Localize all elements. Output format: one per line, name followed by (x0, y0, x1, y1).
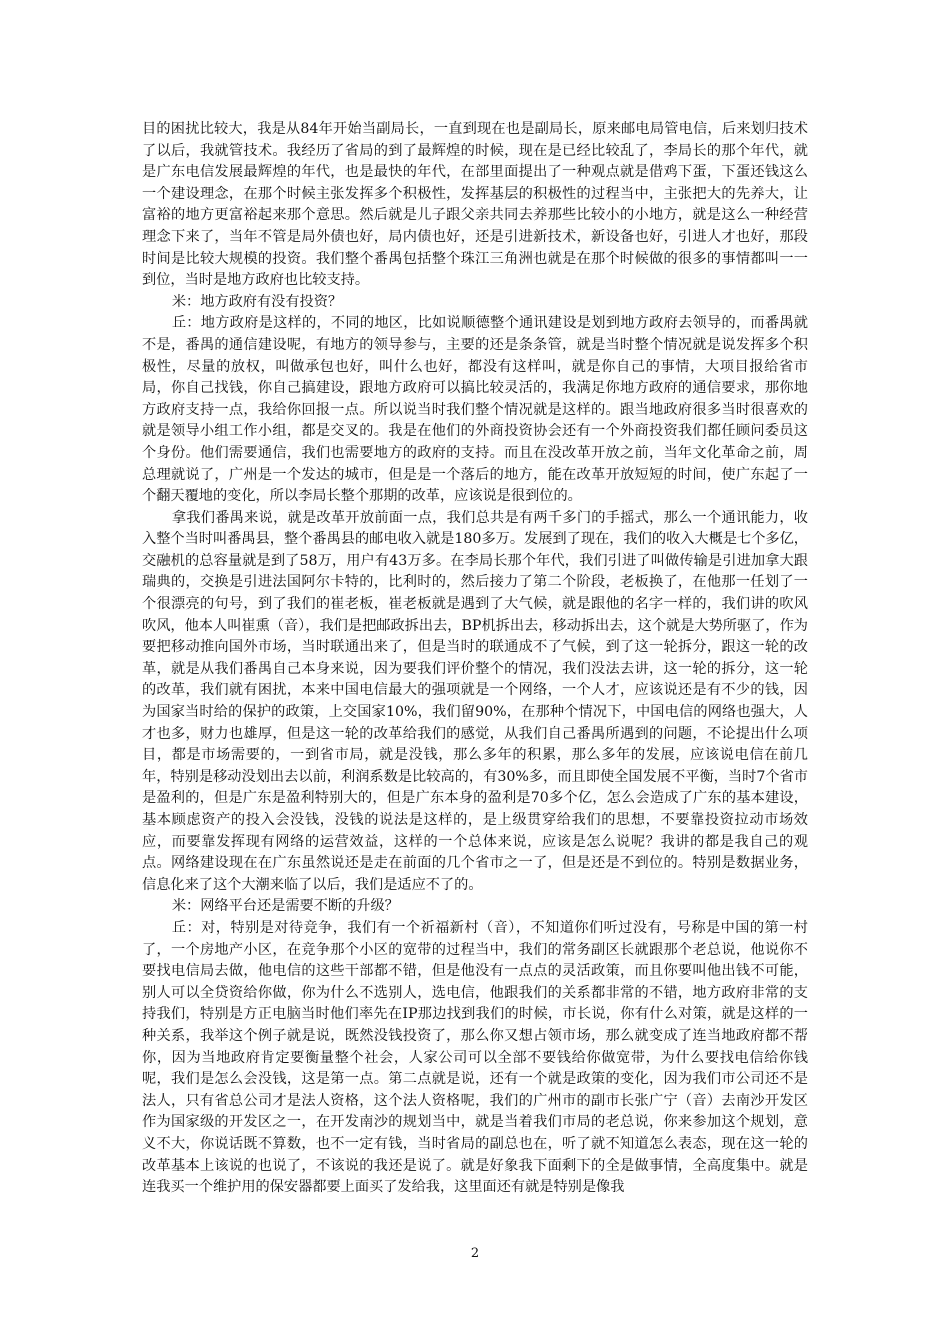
document-body (142, 119, 808, 1199)
page-number: 2 (470, 1246, 480, 1261)
paragraph-1: 目的困扰比较大，我是从84年开始当副局长，一直到现在也是副局长，原来邮电局管电信，后来划归技术了以后，我就管技术。我经历了省局的到了最辉煌的时候，现在是已经比较乱了，李局长的那个年代，就是广东电信发展最辉煌的年代，也是最快的年代，在部里面提出了一种观点就是借鸡下蛋，下蛋还钱这么一个建设理念，在那个时候主张发挥多个积极性，发挥基层的积极性的过程当中，主张把大的先养大，让富裕的地方更富裕起来那个意思。然后就是儿子跟父亲共同去养那些比较小的小地方，就是这么一种经营理念下来了，当年不管是局外债也好，局内债也好，还是引进新技术，新设备也好，引进人才也好，那段时间是比较大规模的投资。我们整个番禺包括整个珠江三角洲也就是在那个时候做的很多的事情都叫一一到位，当时是地方政府也比较支持。 (142, 121, 808, 289)
paragraph-6: 丘：对，特别是对待竞争，我们有一个祈福新村（音），不知道你们听过没有，号称是中国的第一村了，一个房地产小区，在竞争那个小区的宽带的过程当中，我们的常务副区长就跟那个老总说，他说你不要找电信局去做，他电信的这些干部都不错，但是他没有一点点的灵活政策，而且你要叫他出钱不可能，别人可以全贷资给你做，你为什么不选别人，选电信，他跟我们的关系都非常的不错，地方政府非常的支持我们，特别是方正电脑当时他们率先在IP那边找到我们的时候，市长说，你有什么对策，就是这样的一种关系，我举这个例子就是说，既然没钱投资了，那么你又想占领市场，那么就变成了连当地政府都不帮你，因为当地政府肯定要衡量整个社会，人家公司可以全部不要钱给你做宽带，为什么要找电信给你钱呢，我们是怎么会没钱，这是第一点。第二点就是说，还有一个就是政策的变化，因为我们市公司还不是法人，只有省总公司才是法人资格，这个法人资格呢，我们的广州市的副市长张广宁（音）去南沙开发区作为国家级的开发区之一，在开发南沙的规划当中，就是当着我们市局的老总说，你来参加这个规划，意义不大，你说话既不算数，也不一定有钱，当时省局的副总也在，听了就不知道怎么表态，现在这一轮的改革基本上该说的也说了，不该说的我还是说了。就是好象我下面剩下的全是做事情，全高度集中。就是连我买一个维护用的保安器都要上面买了发给我，这里面还有就是特别是像我 (142, 919, 808, 1196)
paragraph-2: 米：地方政府有没有投资？ (171, 293, 343, 310)
paragraph-4: 拿我们番禺来说，就是改革开放前面一点，我们总共是有两千多门的手摇式，那么一个通讯能力，收入整个当时叫番禺县，整个番禺县的邮电收入就是180多万。发展到了现在，我们的收入大概是七个多亿，交融机的总容量就是到了58万，用户有43万多。在李局长那个年代，我们引进了叫做传输是引进加拿大跟瑞典的，交换是引进法国阿尔卡特的，比利时的，然后接力了第二个阶段，老板换了，在他那一任划了一个很漂亮的句号，到了我们的崔老板，崔老板就是遇到了大气候，就是跟他的名字一样的，我们讲的吹风吹风，他本人叫崔熏（音），我们是把邮政拆出去，BP机拆出去，移动拆出去，这个就是大势所驱了，作为要把移动推向国外市场，当时联通出来了，但是当时的联通成不了气候，到了这一轮拆分，跟这一轮的改革，就是从我们番禺自己本身来说，因为要我们评价整个的情况，我们没法去讲，这一轮的拆分，这一轮的改革，我们就有困扰，本来中国电信最大的强项就是一个网络，一个人才，应该说还是有不少的钱，因为国家当时给的保护的政策，上交国家10%，我们留90%，在那种个情况下，中国电信的网络也强大，人才也多，财力也雄厚，但是这一轮的改革给我们的感觉，从我们自己番禺所遇到的问题，不论提出什么项目，都是市场需要的，一到省市局，就是没钱，那么多年的积累，那么多年的发展，应该说电信在前几年，特别是移动没划出去以前，利润系数是比较高的，有30%多，而且即使全国发展不平衡，当时7个省市是盈利的，但是广东是盈利特别大的，但是广东本身的盈利是70多个亿，怎么会造成了广东的基本建设，基本顾虑资产的投入会没钱，没钱的说法是这样的，是上级贯穿给我们的思想，不要靠投资拉动市场效应，而要靠发挥现有网络的运营效益，这样的一个总体来说，应该是怎么说呢？我讲的都是我自己的观点。网络建设现在在广东虽然说还是走在前面的几个省市之一了，但是还是不到位的。特别是数据业务，信息化来了这个大潮来临了以后，我们是适应不了的。 (142, 509, 808, 893)
paragraph-5: 米：网络平台还是需要不断的升级？ (171, 898, 399, 915)
paragraph-3: 丘：地方政府是这样的，不同的地区，比如说顺德整个通讯建设是划到地方政府去领导的，而番禺就不是，番禺的通信建设呢，有地方的领导参与，主要的还是条条管，就是当时整个情况就是说发挥多个积极性，尽量的放权，叫做承包也好，叫什么也好，都没有这样叫，就是你自己的事情，大项目报给省市局，你自己找钱，你自己搞建设，跟地方政府可以搞比较灵活的，我满足你地方政府的通信要求，那你地方政府支持一点，我给你回报一点。所以说当时我们整个情况就是这样的。跟当地政府很多当时很喜欢的就是领导小组工作小组，都是交叉的。我是在他们的外商投资协会还有一个外商投资我们都任顾问委员这个身份。他们需要通信，我们也需要地方的政府的支持。而且在没改革开放之前，当年文化革命之前，周总理就说了，广州是一个发达的城市，但是是一个落后的地方，能在改革开放短短的时间，使广东起了一个翻天覆地的变化，所以李局长整个那期的改革，应该说是很到位的。 (142, 315, 808, 505)
